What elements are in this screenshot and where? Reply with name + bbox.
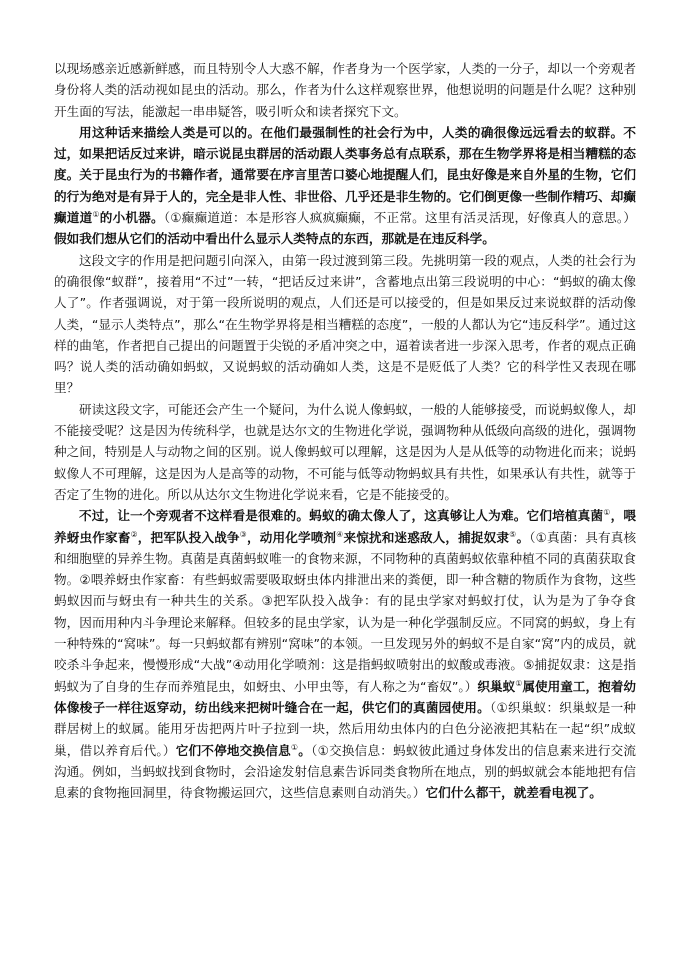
- bold-text: ，把军队投入战争: [137, 529, 240, 545]
- text-run: （①癫癫道道：本是形容人疯疯癫癫，不正常。这里有活灵活现，好像真人的意思。）: [163, 210, 637, 226]
- footnote-marker: ④: [336, 529, 344, 539]
- footnote-marker: ⑤: [509, 529, 517, 539]
- paragraph: [54, 250, 636, 399]
- bold-text: 的小机器。: [99, 210, 164, 226]
- paragraph: [54, 58, 636, 122]
- bold-text: ，动用化学喷剂: [247, 529, 337, 545]
- bold-text: 不过，让一个旁观者不这样看是很难的。蚂蚁的确太像人了，这真够让人为难。它们培植真菌: [79, 508, 604, 524]
- bold-text: 它们不停地交换信息: [175, 742, 291, 758]
- bold-text: 假如我们想从它们的活动中看出什么显示人类特点的东西，那就是在违反科学。: [54, 231, 495, 247]
- bold-text: 织巢蚁: [477, 678, 516, 694]
- paragraph: [54, 122, 636, 250]
- bold-text: 。: [298, 742, 312, 758]
- bold-text: 它们什么都干，就差看电视了。: [425, 785, 602, 801]
- text-run: （①织巢蚁：织巢蚁是一种群居树上的蚁属。能用牙齿把两片叶子拉到一块，然后用幼虫体内的白色分泌液把其粘在一起“织”成蚁巢，借以养育后代。）: [54, 699, 637, 758]
- footnote-marker: ③: [239, 529, 247, 539]
- footnote-marker: ②: [130, 529, 138, 539]
- text-run: （①交换信息：蚂蚁彼此通过身体发出的信息素来进行交流沟通。例如，当蚂蚁找到食物时，会沿途发射信息素告诉同类食物所在地点，别的蚂蚁就会本能地把有信息素的食物拖回洞里，待食物搬运回穴，这些信息素则自动消失。）: [54, 742, 637, 801]
- footnote-marker: ①: [290, 742, 299, 752]
- bold-text: 来惊扰和迷惑敌人，捕捉奴隶: [343, 529, 510, 545]
- paragraph: [54, 399, 636, 505]
- footnote-marker: ①: [603, 508, 611, 518]
- bold-text: 。: [516, 529, 530, 545]
- bold-text: 属使用童工，抱着幼体像梭子一样往返穿动，纺出线来把树叶缝合在一起，供它们的真菌园使用。: [54, 678, 637, 715]
- text-run: 研读这段文字，可能还会产生一个疑问，为什么说人像蚂蚁，一般的人能够接受，而说蚂蚁像人，却不能接受呢？这是因为传统科学，也就是达尔文的生物进化学说，强调物种从低级向高级的进化，强调物种之间，特别是人与动物之间的区别。说人像蚂蚁可以理解，这是因为人是从低等的动物进化而来；说蚂蚁像人不可理解，这是因为人是高等的动物，不可能与低等动物蚂蚁具有共性，如果承认有共性，就等于否定了生物的进化。所以从达尔文生物进化学说来看，它是不能接受的。: [54, 401, 636, 502]
- paragraph: [54, 505, 636, 803]
- footnote-marker: ①: [92, 209, 100, 219]
- text-run: （①真菌：具有真核和细胞壁的异养生物。真菌是真菌蚂蚁唯一的食物来源，不同物种的真菌蚂蚁依靠种植不同的真菌获取食物。②喂养蚜虫作家畜：有些蚂蚁需要吸取蚜虫体内排泄出来的粪便，即一种含糖的物质作为食物，这些蚂蚁因而与蚜虫有一种共生的关系。③把军队投入战争：有的昆虫学家对蚂蚁打仗，认为是为了争夺食物，因而用种内斗争理论来解释。但较多的昆虫学家，认为是一种化学强制反应。不同窝的蚂蚁，身上有一种特殊的“窝味”。每一只蚂蚁都有辨别“窝味”的本领。一旦发现另外的蚂蚁不是自家“窝”内的成员，就咬杀斗争起来，慢慢形成“大战”④动用化学喷剂：这是指蚂蚁喷射出的蚁酸或毒液。⑤捕捉奴隶：这是指蚂蚁为了自身的生存而养殖昆虫，如蚜虫、小甲虫等，有人称之为“畜奴”。）: [54, 529, 637, 694]
- bold-text: ，喂养蚜虫作家畜: [54, 508, 637, 545]
- text-run: 以现场感亲近感新鲜感，而且特别令人大惑不解，作者身为一个医学家，人类的一分子，却以一个旁观者身份将人类的活动视如昆虫的活动。那么，作者为什么这样观察世界，他想说明的问题是什么呢？这种别开生面的写法，能激起一串串疑答，吸引听众和读者探究下文。: [54, 61, 636, 119]
- footnote-marker: ①: [515, 678, 523, 688]
- text-run: 这段文字的作用是把问题引向深入，由第一段过渡到第三段。先挑明第一段的观点，人类的社会行为的确很像“蚁群”，接着用“不过”一转，“把话反过来讲”，含蓄地点出第三段说明的中心：“蚂蚁的确太像人了”。作者强调说，对于第一段所说明的观点，人们还是可以接受的，但是如果反过来说蚁群的活动像人类，“显示人类特点”，那么“在生物学界将是相当糟糕的态度”，一般的人都认为它“违反科学”。通过这样的曲笔，作者把自己提出的问题置于尖锐的矛盾冲突之中，逼着读者进一步深入思考，作者的观点正确吗？说人类的活动确如蚂蚁，又说蚂蚁的活动确如人类，这是不是贬低了人类？它的科学性又表现在哪里？: [54, 252, 636, 396]
- bold-text: 用这种话来描绘人类是可以的。在他们最强制性的社会行为中，人类的确很像远远看去的蚁群。不过，如果把话反过来讲，暗示说昆虫群居的活动跟人类事务总有点联系，那在生物学界将是相当糟糕的态度。关于昆虫行为的书籍作者，通常要在序言里苦口婆心地提醒人们，昆虫好像是来自外星的生物，它们的行为绝对是有异于人的，完全是非人性、非世俗、几乎还是非生物的。它们倒更像一些制作精巧、却癫癫道道: [54, 124, 636, 226]
